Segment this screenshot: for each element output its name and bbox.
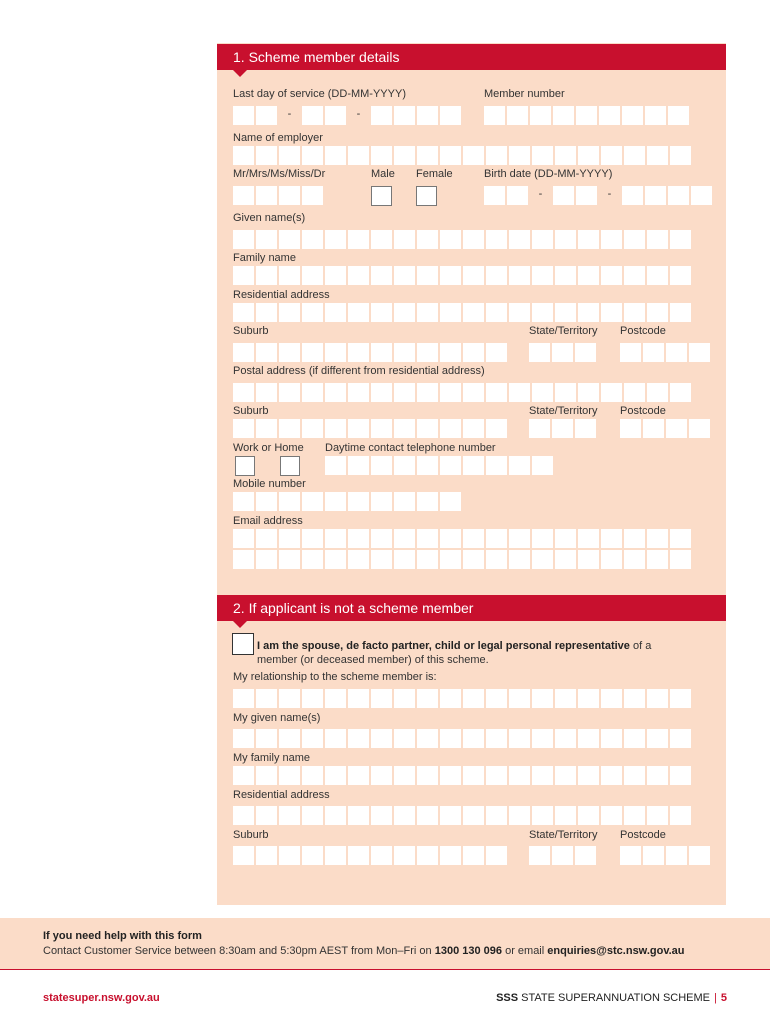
postal-address-label: Postal address (if different from residential address): [233, 365, 485, 377]
home-checkbox[interactable]: [280, 456, 300, 476]
work-checkbox[interactable]: [235, 456, 255, 476]
help-title: If you need help with this form: [43, 930, 202, 942]
email-label: Email address: [233, 515, 303, 527]
mobile-input[interactable]: [233, 492, 461, 511]
female-label: Female: [416, 168, 453, 180]
applicant-residential-address-input[interactable]: [233, 806, 691, 825]
residential-address-input[interactable]: [233, 303, 691, 322]
male-label: Male: [371, 168, 395, 180]
email-input-line-2[interactable]: [233, 550, 691, 569]
suburb-label: Suburb: [233, 325, 269, 337]
help-band: [0, 918, 770, 969]
postal-postcode-input[interactable]: [620, 419, 710, 438]
relationship-input[interactable]: [233, 689, 691, 708]
applicant-state-input[interactable]: [529, 846, 596, 865]
header-notch: [233, 621, 247, 628]
scheme-footer: [496, 992, 727, 1004]
employer-input[interactable]: [233, 146, 691, 165]
residential-address-label: Residential address: [233, 289, 330, 301]
male-checkbox[interactable]: [371, 186, 392, 206]
section-1-header: [217, 44, 726, 70]
postal-postcode-label: Postcode: [620, 405, 666, 417]
female-checkbox[interactable]: [416, 186, 437, 206]
postal-suburb-label: Suburb: [233, 405, 269, 417]
applicant-suburb-input[interactable]: [233, 846, 507, 865]
postal-state-input[interactable]: [529, 419, 596, 438]
header-notch: [233, 70, 247, 77]
page-number: 5: [720, 992, 727, 1004]
my-given-names-input[interactable]: [233, 729, 691, 748]
applicant-statement-line-2: member (or deceased member) of this scheme.: [257, 654, 489, 666]
help-email-link[interactable]: enquiries@stc.nsw.gov.au: [547, 945, 685, 957]
applicant-postcode-input[interactable]: [620, 846, 710, 865]
postcode-input[interactable]: [620, 343, 710, 362]
applicant-statement: I am the spouse, de facto partner, child or legal personal representative of a: [257, 640, 652, 652]
last-day-input[interactable]: - -: [233, 106, 461, 125]
section-2-title: 2. If applicant is not a scheme member: [233, 600, 474, 616]
postal-address-input[interactable]: [233, 383, 691, 402]
birth-date-label: Birth date (DD-MM-YYYY): [484, 168, 613, 180]
title-input[interactable]: [233, 186, 323, 205]
my-given-names-label: My given name(s): [233, 712, 321, 724]
email-input-line-1[interactable]: [233, 529, 691, 548]
mobile-label: Mobile number: [233, 478, 306, 490]
phone-input[interactable]: [325, 456, 553, 475]
work-home-label: Work or Home: [233, 442, 304, 454]
given-names-input[interactable]: [233, 230, 691, 249]
applicant-postcode-label: Postcode: [620, 829, 666, 841]
applicant-state-label: State/Territory: [529, 829, 598, 841]
member-number-label: Member number: [484, 88, 565, 100]
given-names-label: Given name(s): [233, 212, 306, 224]
suburb-input[interactable]: [233, 343, 507, 362]
title-label: Mr/Mrs/Ms/Miss/Dr: [233, 168, 326, 180]
postal-suburb-input[interactable]: [233, 419, 507, 438]
postcode-label: Postcode: [620, 325, 666, 337]
section-2-header: [217, 595, 726, 621]
scheme-name: STATE SUPERANNUATION SCHEME: [518, 992, 711, 1004]
birth-date-input[interactable]: - -: [484, 186, 712, 205]
employer-label: Name of employer: [233, 132, 323, 144]
my-family-name-label: My family name: [233, 752, 311, 764]
family-name-label: Family name: [233, 252, 296, 264]
my-family-name-input[interactable]: [233, 766, 691, 785]
family-name-input[interactable]: [233, 266, 691, 285]
member-number-input[interactable]: [484, 106, 689, 125]
website-link[interactable]: statesuper.nsw.gov.au: [43, 992, 160, 1004]
footer-separator: |: [714, 992, 717, 1004]
scheme-abbr: SSS: [496, 992, 519, 1004]
help-phone: 1300 130 096: [434, 945, 503, 957]
applicant-checkbox[interactable]: [232, 633, 254, 655]
postal-state-label: State/Territory: [529, 405, 598, 417]
applicant-suburb-label: Suburb: [233, 829, 269, 841]
applicant-residential-address-label: Residential address: [233, 789, 330, 801]
footer-divider: [0, 969, 770, 970]
relationship-label: My relationship to the scheme member is:: [233, 671, 437, 683]
state-label: State/Territory: [529, 325, 598, 337]
help-text: Contact Customer Service between 8:30am and 5:30pm AEST from Mon–Fri on 1300 130 096 or email enquiries@stc.nsw.gov.au: [43, 945, 685, 957]
state-input[interactable]: [529, 343, 596, 362]
last-day-label: Last day of service (DD-MM-YYYY): [233, 88, 406, 100]
section-1-title: 1. Scheme member details: [233, 49, 400, 65]
phone-label: Daytime contact telephone number: [325, 442, 496, 454]
